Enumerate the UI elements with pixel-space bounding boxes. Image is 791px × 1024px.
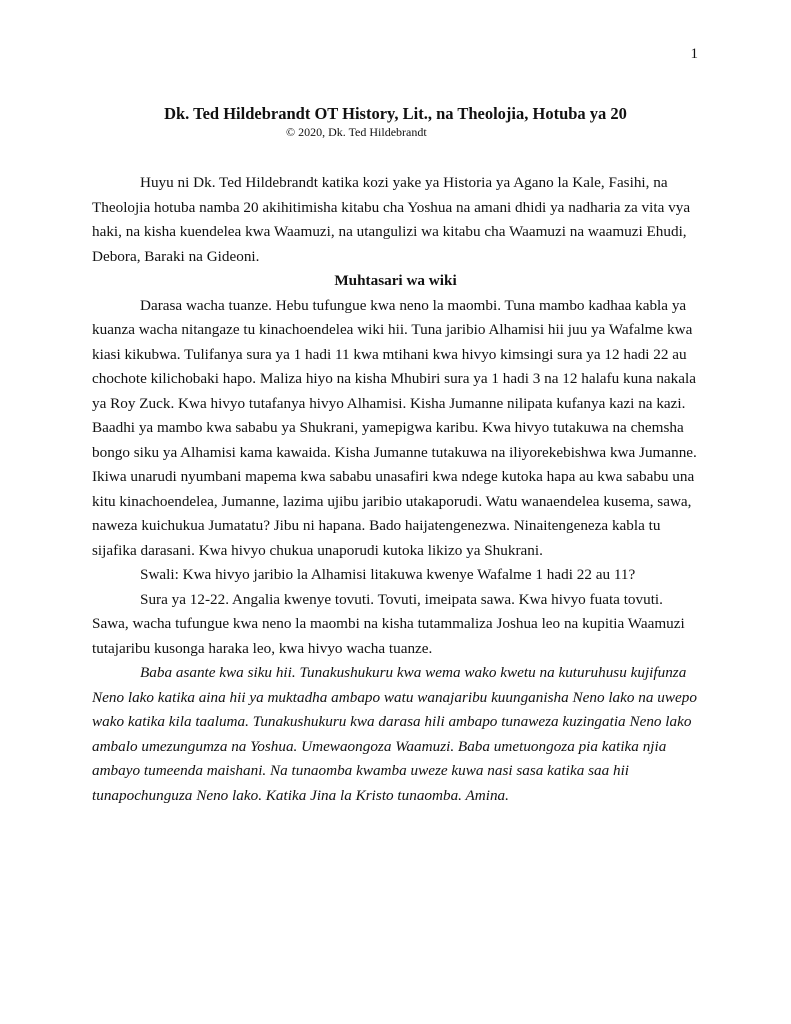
intro-paragraph: Huyu ni Dk. Ted Hildebrandt katika kozi yake ya Historia ya Agano la Kale, Fasihi, na Theolojia hotuba namba 20 akihitimisha kitabu cha Yoshua na amani dhidi ya nadharia za vita vya haki, na kisha kuendelea kwa Waamuzi, na utangulizi wa kitabu cha Waamuzi na waamuzi Ehudi, Debora, Baraki na Gideoni. [92,174,691,265]
body-paragraph: Darasa wacha tuanze. Hebu tufungue kwa neno la maombi. Tuna mambo kadhaa kabla ya kuanza wacha nitangaze tu kinachoendelea wiki hii. Tuna jaribio Alhamisi hii juu ya Wafalme kwa kiasi kikubwa. Tulifanya sura ya 1 hadi 11 kwa mtihani kwa hivyo kimsingi sura ya 12 hadi 22 au chochote kilichobaki hapo. Maliza hiyo na kisha Mhubiri sura ya 1 hadi 3 na 12 halafu kuna nakala ya Roy Zuck. Kwa hivyo tutafanya hivyo Alhamisi. Kisha Jumanne nilipata kufanya kazi na kazi. Baadhi ya mambo kwa sababu ya Shukrani, yamepigwa karibu. Kwa hivyo tutakuwa na chemsha bongo siku ya Alhamisi kama kawaida. Kisha Jumanne tutakuwa na iliyorekebishwa kwa Jumanne. Ikiwa unarudi nyumbani mapema kwa sababu unasafiri kwa ndege kutoka hapa au kwa sababu una kitu kinachoendelea, Jumanne, lazima ujibu jaribio utakaporudi. Watu wanaendelea kusema, sawa, naweza kuichukua Jumatatu? Jibu ni hapana. Bado haijatengenezwa. Ninaitengeneza kabla tu sijafika darasani. Kwa hivyo chukua unaporudi kutoka likizo ya Shukrani. [92,296,697,559]
copyright-line: © 2020, Dk. Ted Hildebrandt [286,125,427,139]
body-paragraph: Sura ya 12-22. Angalia kwenye tovuti. Tovuti, imeipata sawa. Kwa hivyo fuata tovuti. Sawa, wacha tufungue kwa neno la maombi na kisha tutammaliza Joshua leo na kupitia Waamuzi tutajaribu kusonga haraka leo, kwa hivyo wacha tuanze. [92,590,685,657]
page-number: 1 [690,46,698,62]
prayer-paragraph: Baba asante kwa siku hii. Tunakushukuru kwa wema wako kwetu na kuturuhusu kujifunza Neno lako katika aina hii ya muktadha ambapo watu wanajaribu kuunganisha Neno lako na uwepo wako katika kila taaluma. Tunakushukuru kwa darasa hili ambapo tunaweza kuzingatia Neno lako ambalo umezungumza na Yoshua. Umewaongoza Waamuzi. Baba umetuongoza pia katika njia ambayo tumeenda maishani. Na tunaomba kwamba uweze kuwa nasi sasa katika saa hii tunapochunguza Neno lako. Katika Jina la Kristo tunaomba. Amina. [92,664,697,804]
document-body [92,171,699,808]
document-title: Dk. Ted Hildebrandt OT History, Lit., na Theolojia, Hotuba ya 20 [164,104,627,124]
body-paragraph: Swali: Kwa hivyo jaribio la Alhamisi litakuwa kwenye Wafalme 1 hadi 22 au 11? [140,566,636,583]
section-heading: Muhtasari wa wiki [334,272,457,289]
